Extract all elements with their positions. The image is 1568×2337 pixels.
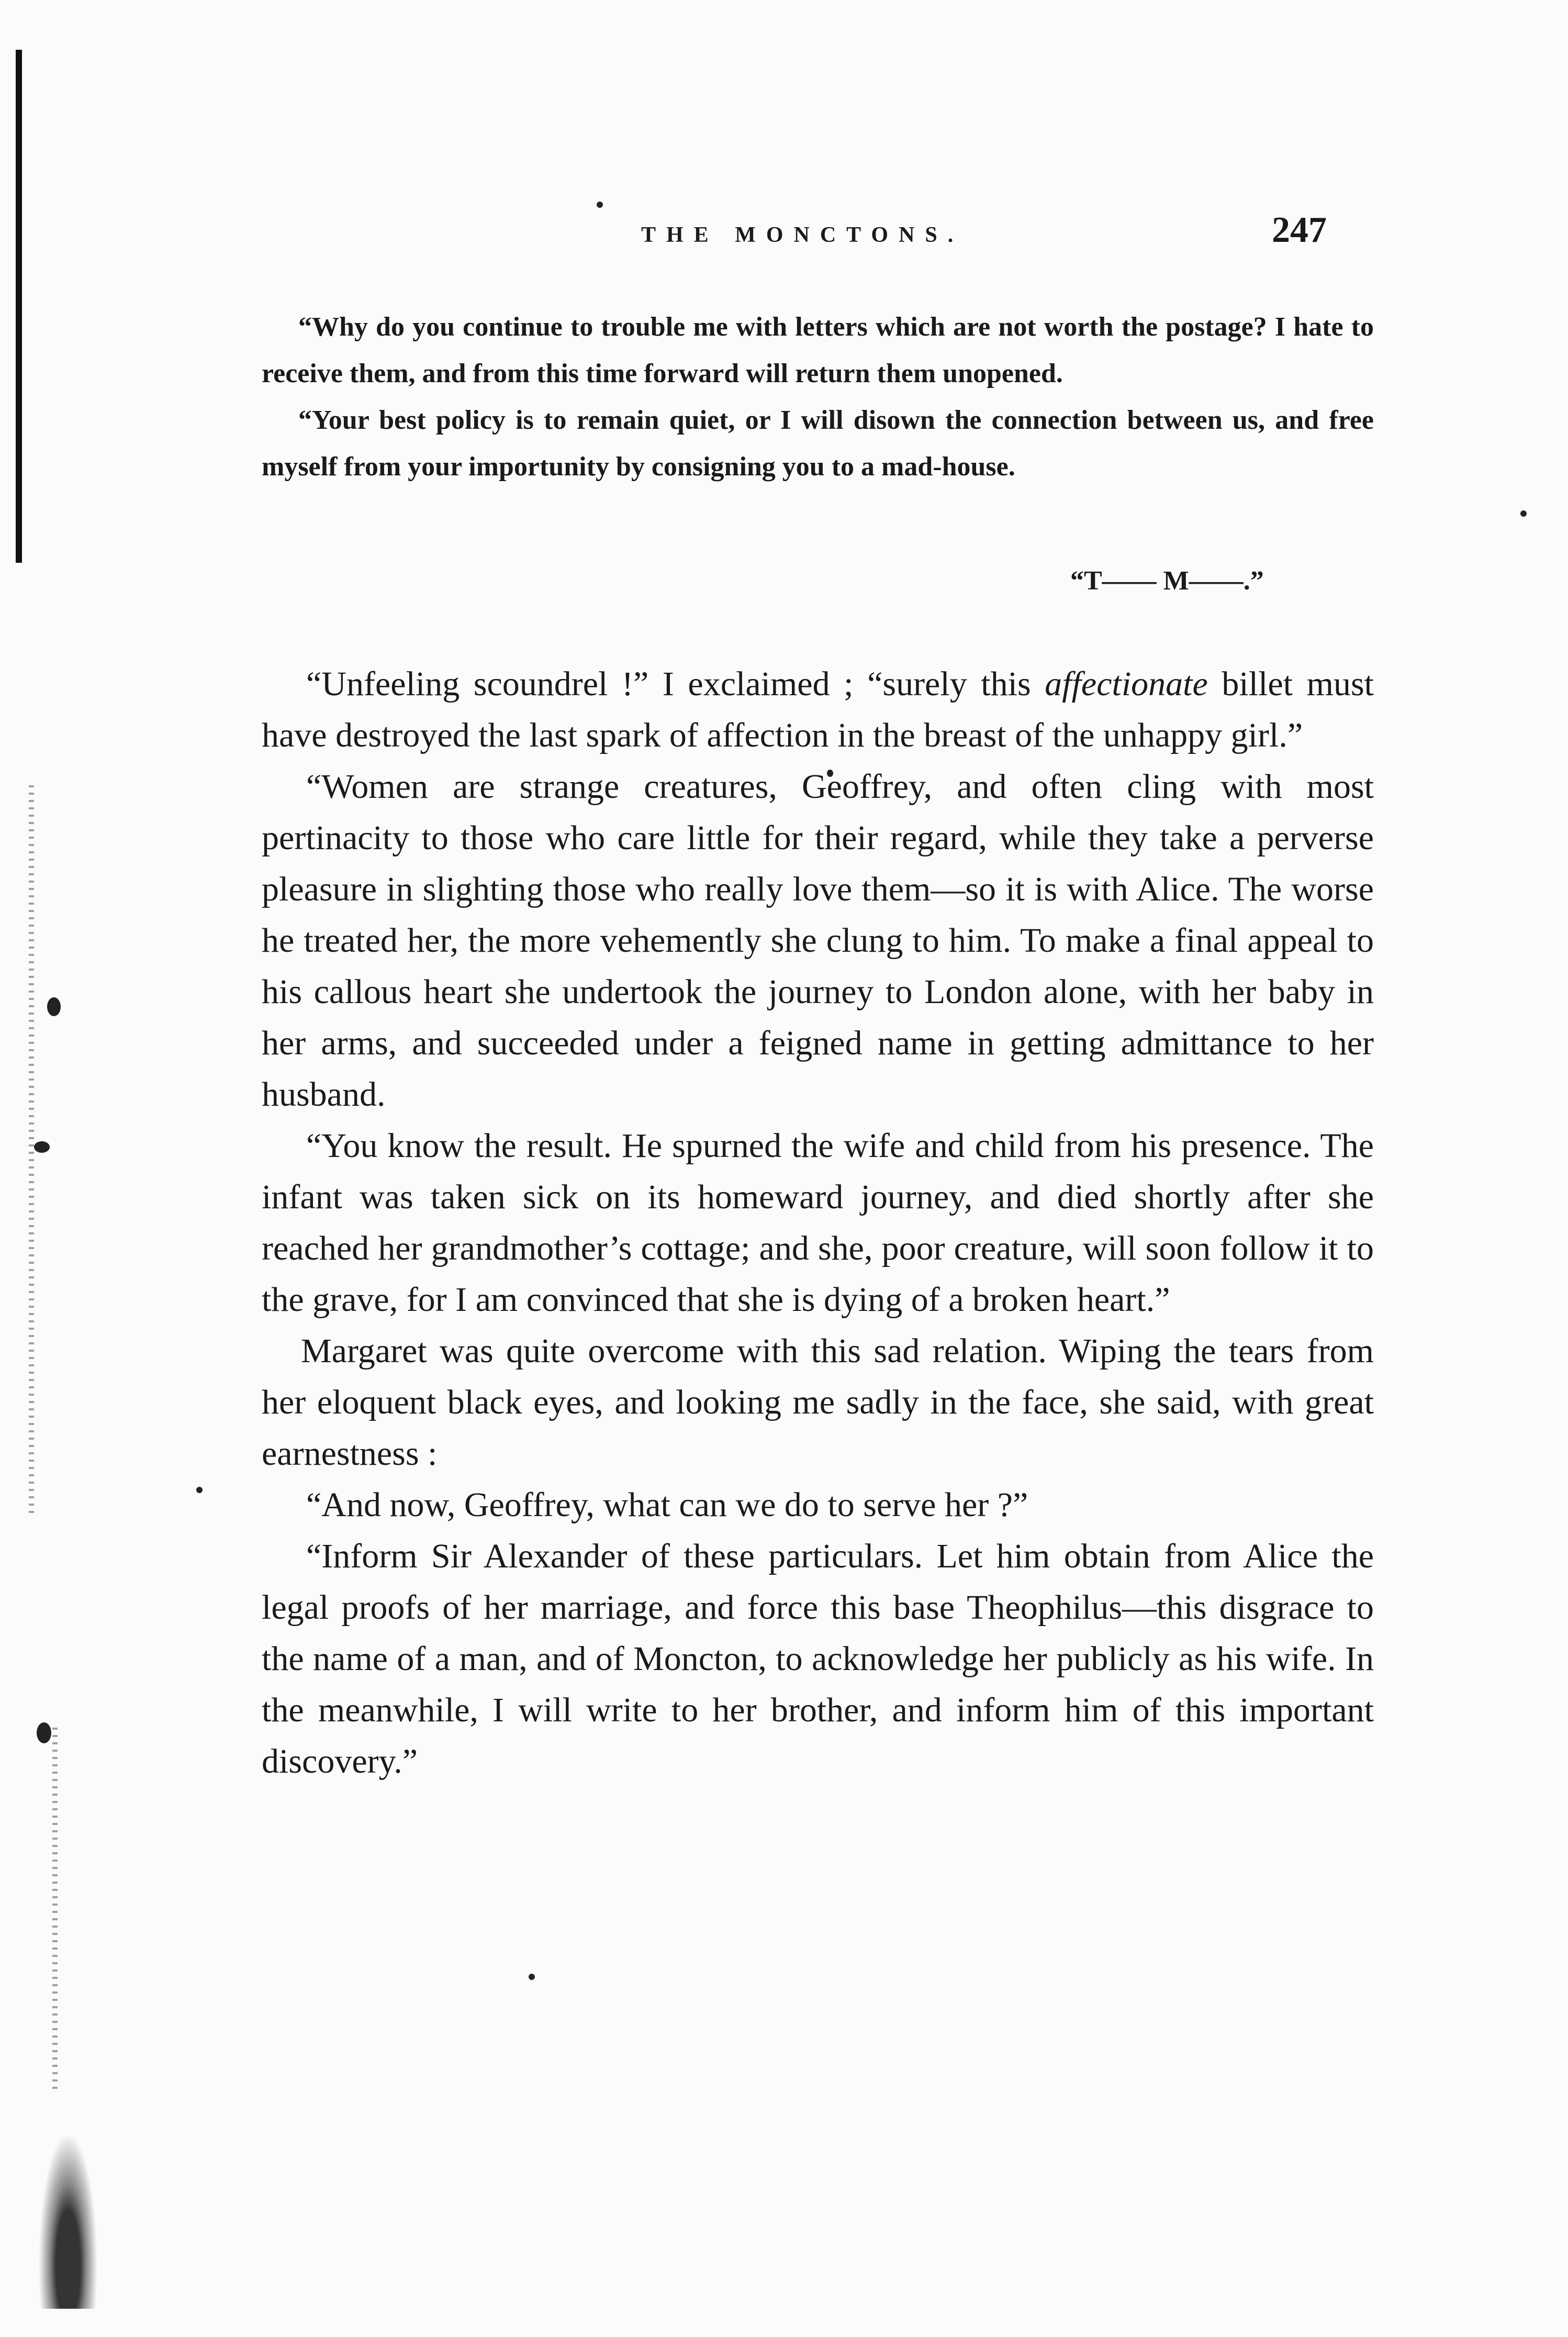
ink-speck <box>37 1722 51 1743</box>
binding-edge-mark <box>16 50 22 563</box>
body-paragraph <box>262 659 1374 761</box>
ink-speck <box>196 1487 203 1493</box>
body-paragraph: Margaret was quite overcome with this sad relation. Wiping the tears from her eloquent black eyes, and looking me sadly in the face, she said, with great earnestness : <box>262 1332 1374 1473</box>
letter-paragraph: “Why do you continue to trouble me with letters which are not worth the postage? I hate to receive them, and from this time forward will return them unopened. <box>262 312 1374 388</box>
body-text <box>262 659 1374 1787</box>
quoted-letter <box>262 304 1374 490</box>
paragraph-text: “Unfeeling scoundrel !” I exclaimed ; “surely this <box>306 665 1045 703</box>
running-head: THE MONCTONS. <box>641 223 964 247</box>
binding-smudge <box>39 2136 97 2309</box>
ink-speck <box>47 997 61 1016</box>
emphasized-word: affectionate <box>1045 665 1208 703</box>
ink-speck <box>529 1974 535 1980</box>
ink-speck <box>34 1141 50 1153</box>
body-paragraph: “Inform Sir Alexander of these particulars. Let him obtain from Alice the legal proofs of her marriage, and force this base Theophilus—this disgrace to the name of a man, and of Moncton, to acknowledge her publicly as his wife. In the meanwhile, I will write to her brother, and inform him of this important discovery.” <box>262 1537 1374 1780</box>
letter-signature: “T—— M——.” <box>1070 566 1264 596</box>
ink-speck <box>597 202 603 208</box>
body-paragraph: “And now, Geoffrey, what can we do to serve her ?” <box>306 1486 1028 1524</box>
binding-speckle <box>52 1728 58 2094</box>
ink-speck <box>1520 510 1527 517</box>
letter-paragraph: “Your best policy is to remain quiet, or I will disown the connection between us, and free myself from your importunity by consigning you to a mad-house. <box>262 405 1374 482</box>
paragraph-text: billet must have destroyed the last spark of affection in the breast of the unhappy girl.” <box>262 665 1374 754</box>
body-paragraph: “Women are strange creatures, Geoffrey, and often cling with most pertinacity to those who care little for their regard, while they take a perverse pleasure in slighting those who really love them—so it is with Alice. The worse he treated her, the more vehemently she clung to him. To make a final appeal to his callous heart she undertook the journey to London alone, with her baby in her arms, and succeeded under a feigned name in getting admittance to her husband. <box>262 767 1374 1114</box>
binding-speckle <box>29 785 34 1518</box>
page-number: 247 <box>1272 210 1327 250</box>
body-paragraph: “You know the result. He spurned the wife and child from his presence. The infant was taken sick on its homeward journey, and died shortly after she reached her grandmother’s cottage; and she, poor creature, will soon follow it to the grave, for I am convinced that she is dying of a broken heart.” <box>262 1127 1374 1319</box>
